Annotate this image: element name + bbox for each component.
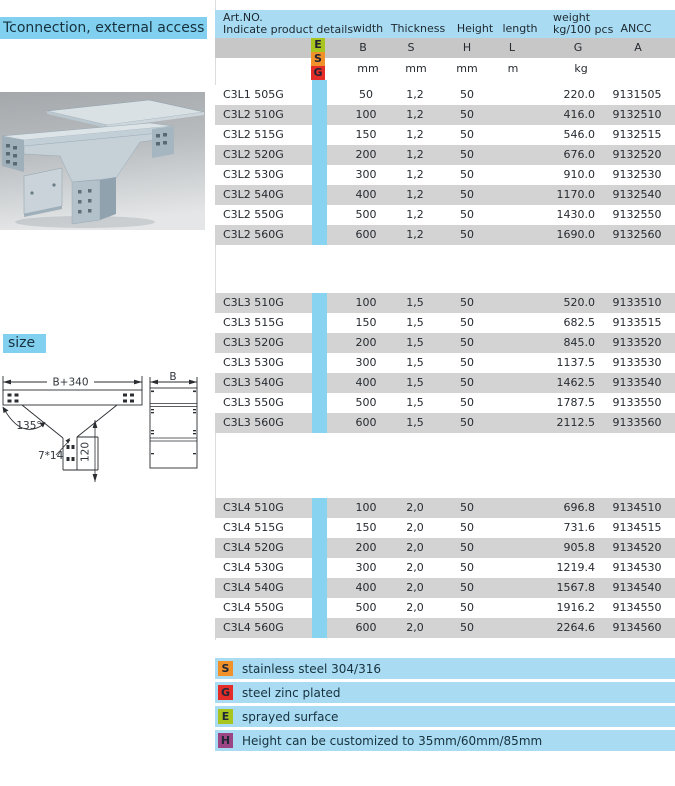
cell-weight: 845.0 (563, 336, 595, 349)
legend-label: sprayed surface (242, 709, 339, 724)
spec-table (215, 0, 675, 786)
cell-product-code: C3L3 515G (223, 316, 284, 329)
symbol-g: G (573, 41, 583, 54)
material-badge (311, 66, 325, 80)
cell-weight: 1219.4 (556, 561, 595, 574)
table-row (215, 538, 675, 558)
symbol-l: L (508, 41, 516, 54)
cell-product-code: C3L4 530G (223, 561, 284, 574)
cell-weight: 1916.2 (556, 601, 595, 614)
cell-length (493, 518, 535, 538)
cell-height: 50 (460, 561, 474, 574)
cell-width: 100 (355, 108, 377, 121)
cell-height: 50 (460, 541, 474, 554)
unit-g: kg (574, 62, 588, 75)
cell-height: 50 (460, 356, 474, 369)
table-group-2 (215, 293, 675, 433)
table-row (215, 333, 675, 353)
table-group-1 (215, 85, 675, 245)
cell-product-code: C3L2 530G (223, 168, 284, 181)
legend-letter: G (220, 686, 231, 699)
cell-width: 100 (355, 296, 377, 309)
cell-weight: 676.0 (563, 148, 595, 161)
cell-width: 400 (355, 581, 377, 594)
cell-height: 50 (460, 521, 474, 534)
legend-item (215, 730, 675, 751)
cell-height: 50 (460, 316, 474, 329)
unit-row (215, 58, 675, 80)
table-row (215, 313, 675, 333)
table-row (215, 498, 675, 518)
page-title: Tconnection, external access (0, 17, 207, 39)
cell-height: 50 (460, 621, 474, 634)
cell-height: 50 (460, 296, 474, 309)
cell-product-code: C3L3 520G (223, 336, 284, 349)
art-no-header: Art.NO. Indicate product details (223, 11, 354, 36)
cell-width: 400 (355, 376, 377, 389)
cell-height: 50 (460, 188, 474, 201)
cell-weight: 1567.8 (556, 581, 595, 594)
cell-length (493, 225, 535, 245)
material-badge-letter: S (314, 52, 322, 65)
legend-swatch (218, 661, 233, 676)
cell-ancc: 9134550 (612, 601, 662, 614)
cell-ancc: 9132515 (612, 128, 662, 141)
cell-length (493, 145, 535, 165)
cell-weight: 1690.0 (556, 228, 595, 241)
legend-letter: E (221, 710, 230, 723)
symbol-row (215, 38, 675, 58)
cell-width: 500 (355, 208, 377, 221)
cell-length (493, 313, 535, 333)
table-row (215, 518, 675, 538)
table-header (215, 10, 675, 38)
table-row (215, 393, 675, 413)
cell-weight: 910.0 (563, 168, 595, 181)
cell-height: 50 (460, 416, 474, 429)
cell-product-code: C3L1 505G (223, 88, 284, 101)
cell-weight: 220.0 (563, 88, 595, 101)
cell-width: 300 (355, 561, 377, 574)
table-row (215, 598, 675, 618)
cell-length (493, 373, 535, 393)
slot-label: 7*14 (38, 450, 64, 462)
cell-thickness: 2,0 (406, 541, 424, 554)
cell-length (493, 125, 535, 145)
stem-side (100, 177, 116, 220)
cell-length (493, 185, 535, 205)
cell-length (493, 85, 535, 105)
cell-height: 50 (460, 501, 474, 514)
cell-thickness: 2,0 (406, 561, 424, 574)
legend-letter: S (221, 662, 230, 675)
material-badge-letter: G (313, 66, 323, 79)
cell-width: 150 (355, 316, 377, 329)
table-row (215, 373, 675, 393)
unit-l: m (507, 62, 519, 75)
cell-length (493, 538, 535, 558)
dim-label-side: B (169, 371, 177, 383)
cell-ancc: 9134510 (612, 501, 662, 514)
cell-length (493, 165, 535, 185)
cell-width: 200 (355, 336, 377, 349)
cell-thickness: 1,5 (406, 336, 424, 349)
stem-height-label: 120 (79, 441, 92, 463)
cell-width: 200 (355, 148, 377, 161)
product-photo (0, 92, 205, 230)
table-group-3 (215, 498, 675, 638)
material-strip (312, 293, 327, 433)
cell-thickness: 1,5 (406, 396, 424, 409)
cell-product-code: C3L3 510G (223, 296, 284, 309)
cell-ancc: 9132520 (612, 148, 662, 161)
cell-length (493, 578, 535, 598)
cell-weight: 1430.0 (556, 208, 595, 221)
unit-h: mm (456, 62, 478, 75)
cell-weight: 1170.0 (556, 188, 595, 201)
legend-label: steel zinc plated (242, 685, 341, 700)
cell-width: 300 (355, 356, 377, 369)
table-row (215, 353, 675, 373)
cell-weight: 2112.5 (556, 416, 595, 429)
cell-height: 50 (460, 581, 474, 594)
cell-thickness: 1,2 (406, 208, 424, 221)
cell-ancc: 9134540 (612, 581, 662, 594)
cell-thickness: 2,0 (406, 501, 424, 514)
cell-ancc: 9133510 (612, 296, 662, 309)
cell-product-code: C3L2 515G (223, 128, 284, 141)
dimension-drawing (0, 370, 212, 488)
cell-product-code: C3L2 560G (223, 228, 284, 241)
cell-thickness: 1,5 (406, 376, 424, 389)
cell-product-code: C3L4 560G (223, 621, 284, 634)
table-row (215, 413, 675, 433)
cell-product-code: C3L2 520G (223, 148, 284, 161)
cell-length (493, 598, 535, 618)
cell-height: 50 (460, 168, 474, 181)
cell-length (493, 413, 535, 433)
symbol-s: S (407, 41, 415, 54)
cell-height: 50 (460, 228, 474, 241)
legend-swatch (218, 733, 233, 748)
table-row (215, 185, 675, 205)
material-strip (312, 498, 327, 638)
cell-product-code: C3L4 540G (223, 581, 284, 594)
cell-thickness: 1,2 (406, 108, 424, 121)
material-badge (311, 52, 325, 66)
table-row (215, 578, 675, 598)
cell-thickness: 1,2 (406, 168, 424, 181)
cell-product-code: C3L3 550G (223, 396, 284, 409)
cell-product-code: C3L2 550G (223, 208, 284, 221)
cell-thickness: 2,0 (406, 601, 424, 614)
legend-letter: H (220, 734, 231, 747)
legend-swatch (218, 709, 233, 724)
cell-length (493, 333, 535, 353)
cell-weight: 416.0 (563, 108, 595, 121)
cell-thickness: 1,5 (406, 356, 424, 369)
cell-ancc: 9133550 (612, 396, 662, 409)
cell-ancc: 9133530 (612, 356, 662, 369)
cell-length (493, 618, 535, 638)
col-header-width: width (352, 22, 384, 35)
cell-thickness: 1,2 (406, 188, 424, 201)
cell-height: 50 (460, 376, 474, 389)
symbol-b: B (359, 41, 367, 54)
cell-weight: 1137.5 (556, 356, 595, 369)
cell-width: 100 (355, 501, 377, 514)
cell-width: 150 (355, 521, 377, 534)
col-header-thickness: Thickness (390, 22, 446, 35)
symbol-a: A (634, 41, 642, 54)
dim-label-top: B+340 (52, 376, 89, 389)
cell-width: 600 (355, 228, 377, 241)
symbol-h: H (462, 41, 472, 54)
unit-s: mm (405, 62, 427, 75)
cell-ancc: 9133520 (612, 336, 662, 349)
cell-length (493, 393, 535, 413)
cell-length (493, 205, 535, 225)
cell-height: 50 (460, 208, 474, 221)
cell-width: 600 (355, 621, 377, 634)
legend-label: Height can be customized to 35mm/60mm/85mm (242, 733, 543, 748)
cell-width: 500 (355, 396, 377, 409)
cell-thickness: 1,2 (406, 148, 424, 161)
cell-width: 500 (355, 601, 377, 614)
cell-product-code: C3L2 540G (223, 188, 284, 201)
cell-height: 50 (460, 396, 474, 409)
cell-length (493, 558, 535, 578)
cell-thickness: 1,5 (406, 296, 424, 309)
cell-ancc: 9134560 (612, 621, 662, 634)
cell-width: 50 (359, 88, 373, 101)
table-row (215, 165, 675, 185)
cell-height: 50 (460, 108, 474, 121)
cell-weight: 696.8 (563, 501, 595, 514)
col-header-height: Height (456, 22, 494, 35)
material-badge (311, 38, 325, 52)
cell-thickness: 2,0 (406, 581, 424, 594)
table-row (215, 105, 675, 125)
cell-width: 400 (355, 188, 377, 201)
table-row (215, 125, 675, 145)
cell-thickness: 1,2 (406, 88, 424, 101)
cell-product-code: C3L4 550G (223, 601, 284, 614)
cell-thickness: 2,0 (406, 621, 424, 634)
cell-length (493, 105, 535, 125)
table-row (215, 225, 675, 245)
cell-length (493, 293, 535, 313)
table-row (215, 205, 675, 225)
cell-ancc: 9132550 (612, 208, 662, 221)
cell-weight: 731.6 (563, 521, 595, 534)
cell-width: 200 (355, 541, 377, 554)
side-plate (24, 168, 62, 214)
cell-product-code: C3L3 560G (223, 416, 284, 429)
cell-thickness: 1,2 (406, 228, 424, 241)
legend-swatch (218, 685, 233, 700)
cell-ancc: 9133560 (612, 416, 662, 429)
table-row (215, 618, 675, 638)
cell-height: 50 (460, 128, 474, 141)
cell-ancc: 9131505 (612, 88, 662, 101)
table-row (215, 85, 675, 105)
material-legend (215, 658, 675, 751)
cell-ancc: 9132510 (612, 108, 662, 121)
cell-product-code: C3L4 520G (223, 541, 284, 554)
cell-ancc: 9132530 (612, 168, 662, 181)
stem-front (72, 180, 100, 224)
size-label: size (3, 334, 46, 353)
col-header-length: length (502, 22, 538, 35)
cell-product-code: C3L3 540G (223, 376, 284, 389)
cell-weight: 2264.6 (556, 621, 595, 634)
cell-weight: 682.5 (563, 316, 595, 329)
unit-b: mm (357, 62, 379, 75)
cell-weight: 520.0 (563, 296, 595, 309)
cell-height: 50 (460, 148, 474, 161)
cell-height: 50 (460, 601, 474, 614)
material-badge-letter: E (314, 38, 322, 51)
cell-length (493, 353, 535, 373)
cell-weight: 905.8 (563, 541, 595, 554)
cell-ancc: 9132560 (612, 228, 662, 241)
cell-thickness: 1,5 (406, 416, 424, 429)
legend-label: stainless steel 304/316 (242, 661, 382, 676)
cell-product-code: C3L2 510G (223, 108, 284, 121)
table-row (215, 293, 675, 313)
cell-width: 600 (355, 416, 377, 429)
cell-product-code: C3L4 515G (223, 521, 284, 534)
cell-height: 50 (460, 336, 474, 349)
table-row (215, 558, 675, 578)
cell-weight: 1462.5 (556, 376, 595, 389)
col-header-weight: weight kg/100 pcs (553, 11, 614, 36)
table-row (215, 145, 675, 165)
col-header-ancc: ANCC (620, 22, 652, 35)
cell-thickness: 1,2 (406, 128, 424, 141)
cell-ancc: 9134520 (612, 541, 662, 554)
cell-ancc: 9133540 (612, 376, 662, 389)
angle-label: 135° (16, 420, 42, 432)
cell-thickness: 1,5 (406, 316, 424, 329)
cell-ancc: 9134515 (612, 521, 662, 534)
cell-weight: 546.0 (563, 128, 595, 141)
cell-product-code: C3L3 530G (223, 356, 284, 369)
cell-weight: 1787.5 (556, 396, 595, 409)
legend-item (215, 706, 675, 727)
cell-ancc: 9134530 (612, 561, 662, 574)
cell-length (493, 498, 535, 518)
cell-ancc: 9133515 (612, 316, 662, 329)
cell-thickness: 2,0 (406, 521, 424, 534)
cell-ancc: 9132540 (612, 188, 662, 201)
legend-item (215, 658, 675, 679)
legend-item (215, 682, 675, 703)
cell-height: 50 (460, 88, 474, 101)
material-strip (312, 80, 327, 245)
cell-width: 150 (355, 128, 377, 141)
cell-product-code: C3L4 510G (223, 501, 284, 514)
cell-width: 300 (355, 168, 377, 181)
